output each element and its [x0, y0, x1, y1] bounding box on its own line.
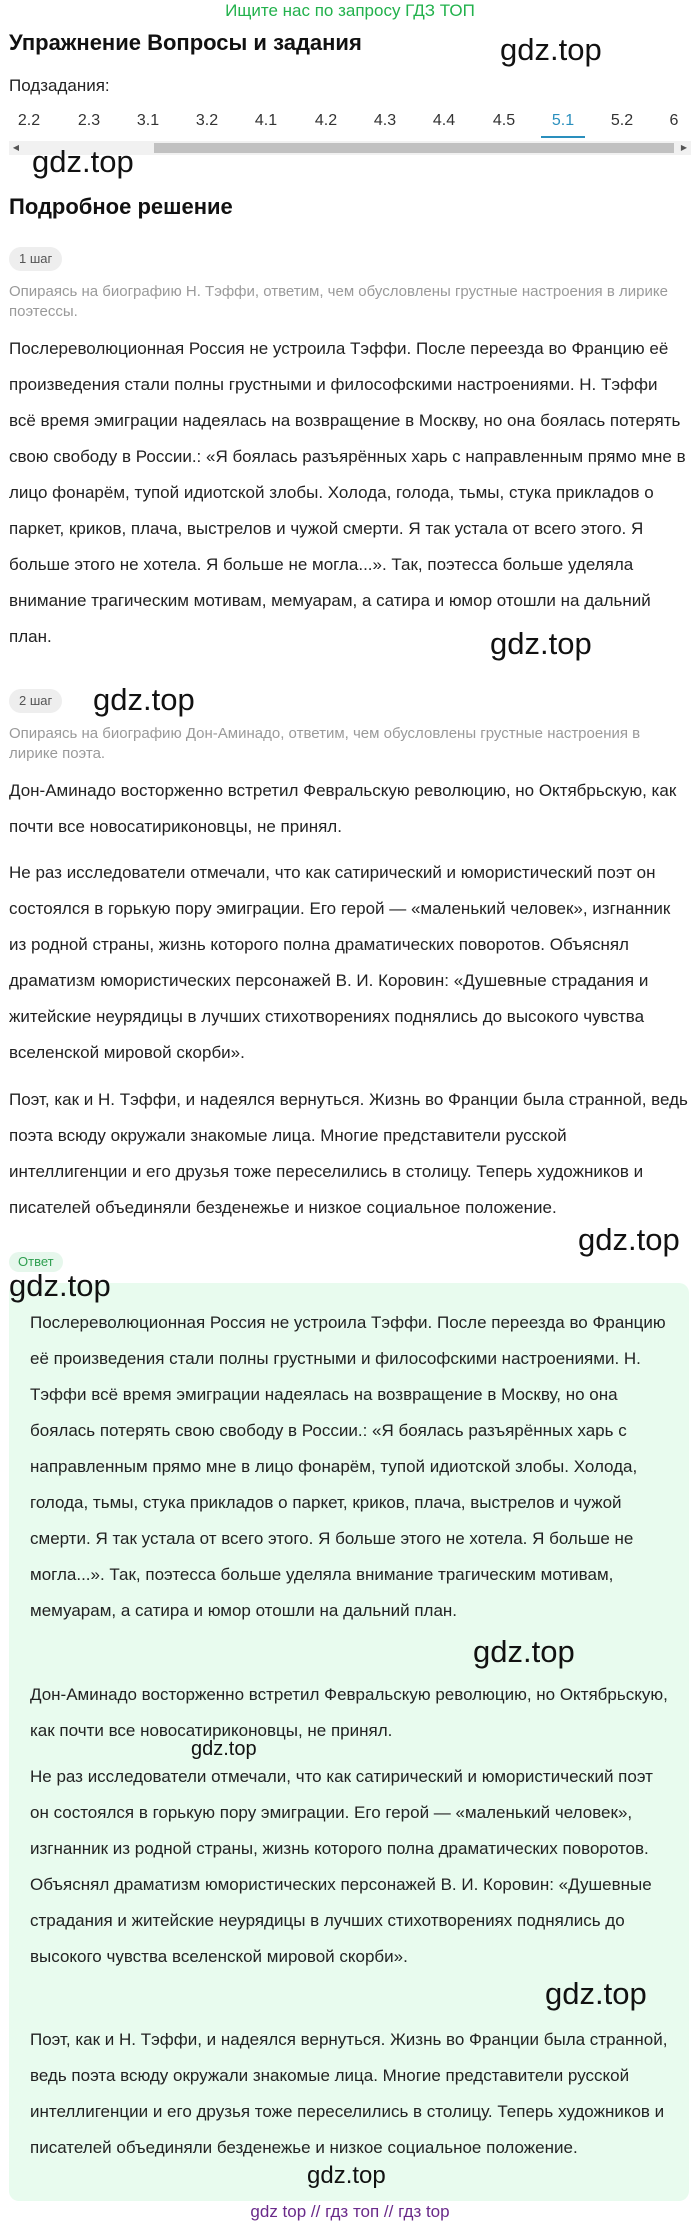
- step-paragraph: Не раз исследователи отмечали, что как сатирический и юмористический поэт он состоялся в горькую пору эмиграции. Его герой — «маленький человек», изгнанник из родной страны, жизнь которого полна драматических поворотов. Объяснял драматизм юмористических персонажей В. И. Коровин: «Душевные страдания и житейские неурядицы в лучших стихотворениях поднялись до высокого чувства вселенской мировой скорби».: [9, 863, 671, 1062]
- tab-3-1[interactable]: 3.1: [136, 112, 160, 129]
- answer-paragraph: Поэт, как и Н. Тэффи, и надеялся вернуться. Жизнь во Франции была странной, ведь поэта всюду окружали знакомые лица. Многие представители русской интеллигенции и его друзья тоже переселились в столицу. Теперь художников и писателей объединяли безденежье и низкое социальное положение.: [30, 2030, 668, 2157]
- watermark: gdz.top: [93, 682, 195, 717]
- step-hint: Опираясь на биографию Дон-Аминадо, ответим, чем обусловлены грустные настроения в лирике поэта.: [9, 725, 641, 762]
- tab-2-3[interactable]: 2.3: [77, 112, 101, 129]
- search-banner[interactable]: Ищите нас по запросу ГДЗ ТОП: [225, 1, 475, 20]
- tab-4-3[interactable]: 4.3: [373, 112, 397, 129]
- watermark: gdz.top: [490, 626, 592, 661]
- step-badge: 1 шаг: [9, 247, 62, 271]
- solution-heading: Подробное решение: [9, 194, 233, 219]
- tab-4-1[interactable]: 4.1: [254, 112, 278, 129]
- answer-paragraph: Послереволюционная Россия не устроила Тэффи. После переезда во Францию её произведения стали полны грустными и философскими настроениями. Н. Тэффи всё время эмиграции надеялась на возвращение в Москву, но она боялась потерять свою свободу в России.: «Я боялась разъярённых харь с направленным прямо мне в лицо фонарём, тупой идиотской злобы. Холода, голода, тьмы, стука прикладов о паркет, криков, плача, выстрелов и чужой смерти. Я так устала от всего этого. Я больше этого не хотела. Я больше не могла...». Так, поэтесса больше уделяла внимание трагическим мотивам, мемуарам, а сатира и юмор отошли на дальний план.: [30, 1313, 666, 1620]
- scroll-left-icon[interactable]: ◀: [12, 143, 20, 152]
- scrollbar-thumb[interactable]: [154, 143, 674, 153]
- tab-4-4[interactable]: 4.4: [432, 112, 456, 129]
- tab-6[interactable]: 6: [669, 112, 679, 129]
- subtask-tabs: [0, 108, 692, 138]
- exercise-title: Упражнение Вопросы и задания: [9, 30, 362, 55]
- tab-5-2[interactable]: 5.2: [610, 112, 634, 129]
- step-paragraph: Поэт, как и Н. Тэффи, и надеялся вернуться. Жизнь во Франции была странной, ведь поэта всюду окружали знакомые лица. Многие представители русской интеллигенции и его друзья тоже переселились в столицу. Теперь художников и писателей объединяли безденежье и низкое социальное положение.: [9, 1090, 688, 1217]
- watermark: gdz.top: [32, 144, 134, 179]
- footer-links[interactable]: gdz top // гдз топ // гдз top: [250, 2202, 450, 2221]
- answer-badge: Ответ: [9, 1252, 63, 1272]
- watermark: gdz.top: [500, 32, 602, 67]
- watermark: gdz.top: [191, 1738, 257, 1760]
- answer-paragraph: Не раз исследователи отмечали, что как сатирический и юмористический поэт он состоялся в горькую пору эмиграции. Его герой — «маленький человек», изгнанник из родной страны, жизнь которого полна драматических поворотов. Объяснял драматизм юмористических персонажей В. И. Коровин: «Душевные страдания и житейские неурядицы в лучших стихотворениях поднялись до высокого чувства вселенской мировой скорби».: [30, 1767, 653, 1966]
- watermark: gdz.top: [473, 1634, 575, 1669]
- answer-paragraph: Дон-Аминадо восторженно встретил Февральскую революцию, но Октябрьскую, как почти все новосатириконовцы, не принял.: [30, 1685, 668, 1740]
- watermark: gdz.top: [578, 1222, 680, 1257]
- tab-4-5[interactable]: 4.5: [492, 112, 516, 129]
- tab-2-2[interactable]: 2.2: [17, 112, 41, 129]
- step-badge: 2 шаг: [9, 689, 62, 713]
- step-paragraph: Дон-Аминадо восторженно встретил Февральскую революцию, но Октябрьскую, как почти все новосатириконовцы, не принял.: [9, 781, 677, 836]
- step-paragraph: Послереволюционная Россия не устроила Тэффи. После переезда во Францию её произведения стали полны грустными и философскими настроениями. Н. Тэффи всё время эмиграции надеялась на возвращение в Москву, но она боялась потерять свою свободу в России.: «Я боялась разъярённых харь с направленным прямо мне в лицо фонарём, тупой идиотской злобы. Холода, голода, тьмы, стука прикладов о паркет, криков, плача, выстрелов и чужой смерти. Я так устала от всего этого. Я больше этого не хотела. Я больше не могла...». Так, поэтесса больше уделяла внимание трагическим мотивам, мемуарам, а сатира и юмор отошли на дальний план.: [9, 339, 686, 646]
- step-hint: Опираясь на биографию Н. Тэффи, ответим, чем обусловлены грустные настроения в лирике поэтессы.: [9, 283, 668, 320]
- watermark: gdz.top: [9, 1268, 111, 1303]
- scroll-right-icon[interactable]: ▶: [680, 143, 688, 152]
- tab-4-2[interactable]: 4.2: [314, 112, 338, 129]
- tab-5-1[interactable]: 5.1: [541, 108, 585, 134]
- watermark: gdz.top: [307, 2162, 386, 2189]
- watermark: gdz.top: [545, 1976, 647, 2011]
- tab-3-2[interactable]: 3.2: [195, 112, 219, 129]
- subtasks-label: Подзадания:: [9, 76, 110, 95]
